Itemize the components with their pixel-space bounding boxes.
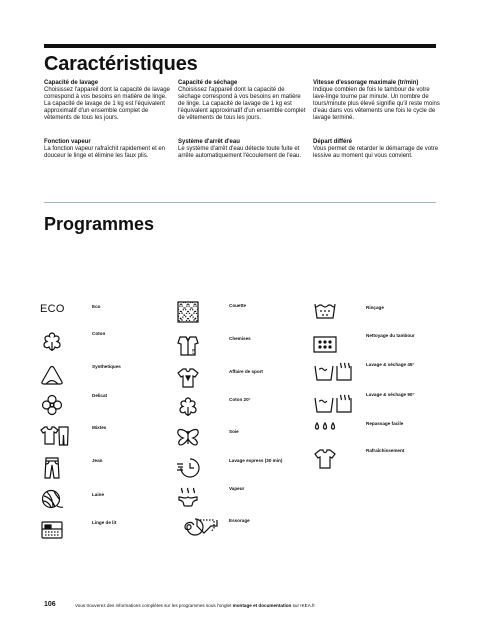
program-label-sport: Affaire de sport bbox=[229, 369, 263, 374]
feature-steam bbox=[44, 139, 172, 160]
easy-iron-icon bbox=[313, 417, 337, 441]
program-label-wash-dry-90: Lavage & séchage 90° bbox=[366, 392, 415, 397]
bed-linen-icon bbox=[40, 518, 64, 542]
duvet-icon bbox=[176, 300, 200, 324]
feature-water-stop bbox=[178, 139, 306, 160]
footer-end: sur IKEA.fr bbox=[291, 603, 315, 608]
program-label-wash-dry-45: Lavage & séchage 45° bbox=[366, 362, 415, 367]
section-divider bbox=[44, 202, 436, 203]
program-label-synthetics: Synthetiques bbox=[92, 364, 121, 369]
feature-text: Le système d'arrêt d'eau détecte toute fuite et arrête automatiquement l'écoulement de l'eau. bbox=[178, 146, 302, 160]
program-label-delicate: Delicat bbox=[92, 393, 108, 398]
features-heading: Caractéristiques bbox=[44, 53, 198, 75]
eco-icon: ECO bbox=[40, 303, 65, 315]
program-label-silk: Soie bbox=[229, 429, 239, 434]
program-label-rinse: Rinçage bbox=[366, 305, 384, 310]
feature-washing-capacity bbox=[44, 80, 172, 123]
cotton-flower-icon bbox=[40, 330, 64, 354]
feature-text: Choisissez l'appareil dont la capacité de séchage correspond à vos besoins en matière de linge. La capacité de lavage de 1 kg est l'équivalent approximatif d'un ensemble complet de vêtements de tous les jours. bbox=[178, 87, 306, 122]
jeans-icon bbox=[40, 456, 64, 480]
feature-drying-capacity bbox=[178, 80, 306, 123]
program-label-cotton: Coton bbox=[92, 331, 106, 336]
wool-ball-icon bbox=[40, 488, 64, 512]
feature-title: Départ différé bbox=[313, 139, 353, 145]
feature-title: Système d'arrêt d'eau bbox=[178, 139, 240, 145]
program-label-eco: Eco bbox=[92, 304, 101, 309]
footer-link-text: montage et documentation bbox=[232, 603, 292, 608]
feature-title: Fonction vapeur bbox=[44, 139, 91, 145]
wash-dry-45-icon bbox=[313, 360, 357, 384]
steam-icon bbox=[176, 487, 200, 511]
program-label-mixed: Mixtes bbox=[92, 425, 107, 430]
feature-text: Indique combien de fois le tambour de votre lave-linge tourne par minute. Un nombre de tours/minute plus élevé signifie qu'il reste moins d'eau dans vos vêtements une fois le cycle de lavage terminé. bbox=[313, 87, 440, 122]
program-label-bed-linen: Linge de lit bbox=[92, 520, 117, 525]
mixed-clothes-icon bbox=[40, 424, 70, 448]
refresh-icon bbox=[313, 447, 337, 471]
drum-clean-icon bbox=[313, 331, 337, 355]
feature-delayed-start bbox=[313, 139, 441, 160]
cotton-20-icon bbox=[176, 395, 200, 419]
express-clock-icon bbox=[176, 456, 200, 480]
rinse-icon bbox=[313, 298, 337, 322]
sport-shirt-icon bbox=[176, 366, 200, 390]
spin-icon bbox=[176, 515, 220, 539]
program-label-easy-iron: Repassage facile bbox=[366, 421, 404, 426]
feature-title: Capacité de lavage bbox=[44, 80, 99, 86]
feature-text: Vous permet de retarder le démarrage de votre lessive au moment qui vous convient. bbox=[313, 146, 439, 160]
program-label-shirts: Chemises bbox=[229, 336, 251, 341]
program-label-cotton-20: Coton 20° bbox=[229, 397, 251, 402]
program-label-spin: Essorage bbox=[229, 518, 250, 523]
program-label-refresh: Rafraîchissement bbox=[366, 448, 405, 453]
programs-heading: Programmes bbox=[44, 214, 155, 234]
program-label-express: Lavage express (30 min) bbox=[229, 458, 283, 463]
feature-text: Choisissez l'appareil dont la capacité de lavage correspond à vos besoins en matière de linge. La capacité de lavage de 1 kg est l'équivalent approximatif d'un ensemble complet de vêtements de tous les jours. bbox=[44, 87, 170, 122]
feature-spin-speed bbox=[313, 80, 441, 123]
svg-text:5: 5 bbox=[192, 349, 196, 356]
footer-note bbox=[75, 603, 315, 608]
program-label-duvet: Couette bbox=[229, 303, 247, 308]
synthetics-icon bbox=[40, 363, 64, 387]
feature-title: Capacité de séchage bbox=[178, 80, 238, 86]
program-label-steam: Vapeur bbox=[229, 486, 245, 491]
shirt-icon bbox=[176, 334, 200, 358]
program-label-drum-clean: Nettoyage du tambour bbox=[366, 333, 415, 338]
delicate-flower-icon bbox=[40, 393, 64, 417]
page-number: 106 bbox=[44, 601, 56, 608]
wash-dry-90-icon bbox=[313, 392, 357, 416]
program-label-wool: Laine bbox=[92, 492, 104, 497]
top-rule bbox=[44, 44, 436, 48]
silk-butterfly-icon bbox=[176, 426, 200, 450]
feature-title: Vitesse d'essorage maximale (tr/min) bbox=[313, 80, 419, 86]
footer-text: Vous trouverez des informations complètes sur les programmes sous l'onglet bbox=[75, 603, 233, 608]
feature-text: La fonction vapeur rafraîchit rapidement et en douceur le linge et élimine les faux plis. bbox=[44, 146, 166, 160]
program-label-jeans: Jean bbox=[92, 458, 103, 463]
